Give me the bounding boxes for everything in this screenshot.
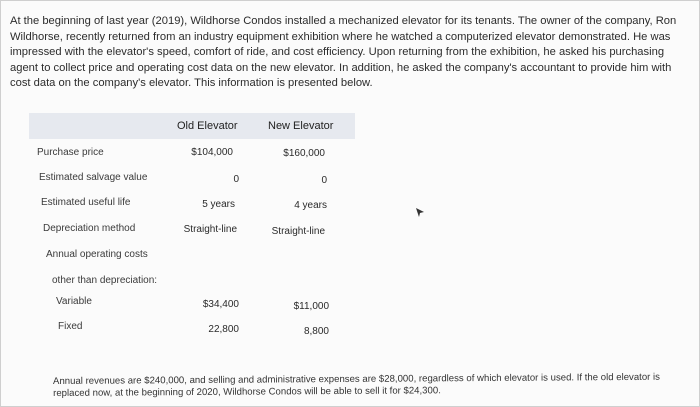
new-fixed-cost: 8,800 xyxy=(303,326,329,337)
intro-paragraph: At the beginning of last year (2019), Wildhorse Condos installed a mechanized elevator for its tenants. The owner of the company, Ron Wildhorse, recently returned from an industry equipment exhibition where he watched a computerized elevator demonstrated. He was impressed with the elevator's speed, comfort of ride, and cost efficiency. Upon returning from the exhibition, he asked his purchasing agent to collect price and operating cost data on the new elevator. In addition, he asked the company's accountant to provide him with cost data on the company's elevator. This information is presented below. xyxy=(10,15,677,90)
old-variable-cost: $34,400 xyxy=(202,299,239,310)
footer-paragraph: Annual revenues are $240,000, and selling and administrative expenses are $28,000, regardless of which elevator is used. If the old elevator is replaced now, at the beginning of 2020, Wildhorse Condos will be able to sell it for $24,300. xyxy=(53,371,660,399)
row-label-annual-operating-costs: Annual operating costs xyxy=(46,249,148,260)
header-new-elevator: New Elevator xyxy=(268,120,334,132)
old-salvage-value: 0 xyxy=(233,174,239,185)
old-purchase-price: $104,000 xyxy=(191,147,233,158)
header-old-elevator: Old Elevator xyxy=(177,120,238,132)
new-salvage-value: 0 xyxy=(321,175,327,186)
new-variable-cost: $11,000 xyxy=(293,301,329,312)
cost-table xyxy=(29,113,669,345)
new-purchase-price: $160,000 xyxy=(283,148,325,159)
row-label-purchase-price: Purchase price xyxy=(37,147,104,158)
row-label-depreciation-method: Depreciation method xyxy=(43,223,136,234)
row-label-useful-life: Estimated useful life xyxy=(41,197,131,208)
row-label-variable: Variable xyxy=(56,296,92,307)
mouse-pointer-icon xyxy=(415,207,425,219)
row-label-other-than-depreciation: other than depreciation: xyxy=(52,275,158,286)
new-useful-life: 4 years xyxy=(294,200,327,211)
new-depreciation-method: Straight-line xyxy=(271,226,325,237)
old-useful-life: 5 years xyxy=(202,199,235,210)
row-label-fixed: Fixed xyxy=(58,321,83,332)
old-fixed-cost: 22,800 xyxy=(208,324,239,335)
old-depreciation-method: Straight-line xyxy=(183,224,237,235)
row-label-salvage-value: Estimated salvage value xyxy=(39,172,148,183)
